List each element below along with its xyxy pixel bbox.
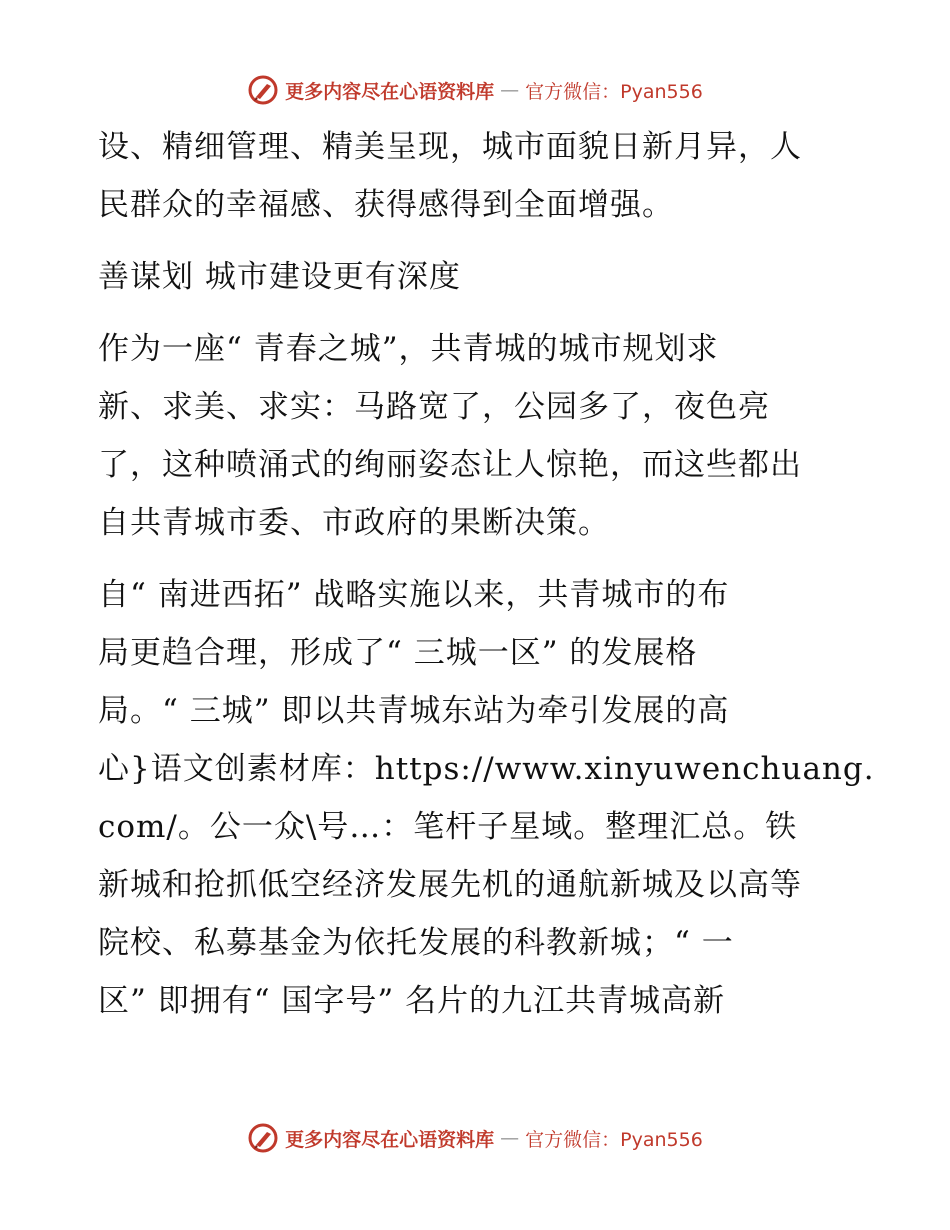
banner-wechat-text: 官方微信：Pyan556	[525, 1128, 703, 1151]
paragraph-3	[98, 566, 875, 1030]
banner-main-text: 更多内容尽在心语资料库	[285, 80, 495, 103]
text-line: 了，这种喷涌式的绚丽姿态让人惊艳，而这些都出	[98, 447, 802, 483]
text-line: 局。“ 三城” 即以共青城东站为牵引发展的高	[98, 693, 730, 729]
paragraph-2	[98, 320, 858, 552]
text-line: com/。公一众\号…：笔杆子星域。整理汇总。铁	[98, 809, 798, 845]
footer-banner	[0, 1118, 950, 1158]
text-line: 局更趋合理，形成了“ 三城一区” 的发展格	[98, 635, 698, 671]
banner-wechat-text: 官方微信：Pyan556	[525, 80, 703, 103]
paragraph-1	[98, 118, 858, 234]
banner-main-text: 更多内容尽在心语资料库	[285, 1128, 495, 1151]
text-line: 自共青城市委、市政府的果断决策。	[98, 505, 610, 541]
text-line: 民群众的幸福感、获得感得到全面增强。	[98, 187, 674, 223]
text-line: 新城和抢抓低空经济发展先机的通航新城及以高等	[98, 867, 802, 903]
pen-logo-icon	[247, 74, 279, 106]
banner-separator: —	[500, 1127, 520, 1149]
banner-separator: —	[500, 79, 520, 101]
text-line: 自“ 南进西拓” 战略实施以来，共青城市的布	[98, 577, 730, 613]
text-line: 院校、私募基金为依托发展的科教新城；“ 一	[98, 925, 734, 961]
document-body	[98, 118, 875, 1030]
header-banner	[0, 70, 950, 110]
text-line: 新、求美、求实：马路宽了，公园多了，夜色亮	[98, 389, 770, 425]
section-heading: 善谋划 城市建设更有深度	[98, 259, 461, 295]
text-line: 区” 即拥有“ 国字号” 名片的九江共青城高新	[98, 983, 726, 1019]
text-line: 心}语文创素材库：https://www.xinyuwenchuang.	[98, 751, 875, 787]
text-line: 作为一座“ 青春之城”，共青城的城市规划求	[98, 331, 719, 367]
pen-logo-icon	[247, 1122, 279, 1154]
text-line: 设、精细管理、精美呈现，城市面貌日新月异，人	[98, 129, 802, 165]
